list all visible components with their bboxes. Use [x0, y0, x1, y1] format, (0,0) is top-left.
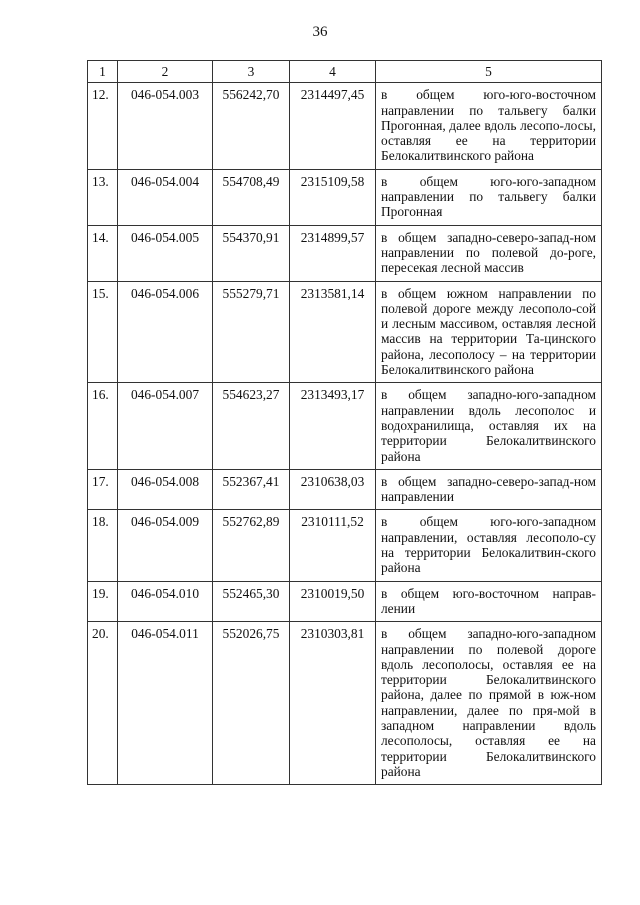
- route-description: в общем юго-юго-западном направлении, оставляя лесополо-су на территории Белокалитвин-ского района: [376, 510, 602, 581]
- route-description: в общем юго-восточном направ-лении: [376, 581, 602, 622]
- table-row: [88, 83, 602, 169]
- y-coordinate: 2310303,81: [290, 622, 376, 785]
- route-description: в общем западно-юго-западном направлении по полевой дороге вдоль лесополосы, оставляя ее на территории Белокалитвинского района, далее по прямой в юж-ном направлении, далее по пря-мой в западном направлении вдоль лесополосы, оставляя ее на территории Белокалитвинского района: [376, 622, 602, 785]
- row-number: 13.: [88, 169, 118, 225]
- table-row: [88, 169, 602, 225]
- point-code: 046-054.006: [118, 281, 213, 383]
- row-number: 16.: [88, 383, 118, 469]
- route-description: в общем южном направлении по полевой дороге между лесополо-сой и лесным массивом, оставляя лесной массив на территории Та-цинского района, лесополосу – на территории Белокалитвинского района: [376, 281, 602, 383]
- row-number: 12.: [88, 83, 118, 169]
- x-coordinate: 552762,89: [213, 510, 290, 581]
- page-number: 36: [312, 24, 328, 40]
- y-coordinate: 2314497,45: [290, 83, 376, 169]
- y-coordinate: 2310019,50: [290, 581, 376, 622]
- x-coordinate: 554370,91: [213, 225, 290, 281]
- column-header: 1: [88, 61, 118, 83]
- table-row: [88, 510, 602, 581]
- table-header-row: [88, 61, 602, 83]
- y-coordinate: 2313581,14: [290, 281, 376, 383]
- y-coordinate: 2315109,58: [290, 169, 376, 225]
- y-coordinate: 2313493,17: [290, 383, 376, 469]
- point-code: 046-054.005: [118, 225, 213, 281]
- point-code: 046-054.008: [118, 469, 213, 510]
- table-row: [88, 225, 602, 281]
- column-header: 2: [118, 61, 213, 83]
- point-code: 046-054.010: [118, 581, 213, 622]
- table-body: [88, 83, 602, 785]
- x-coordinate: 556242,70: [213, 83, 290, 169]
- point-code: 046-054.011: [118, 622, 213, 785]
- row-number: 18.: [88, 510, 118, 581]
- point-code: 046-054.007: [118, 383, 213, 469]
- route-description: в общем юго-юго-восточном направлении по тальвегу балки Прогонная, далее вдоль лесопо-лосы, оставляя ее на территории Белокалитвинского района: [376, 83, 602, 169]
- column-header: 5: [376, 61, 602, 83]
- boundary-points-table: [87, 60, 602, 785]
- route-description: в общем западно-северо-запад-ном направлении по полевой до-роге, пересекая лесной массив: [376, 225, 602, 281]
- point-code: 046-054.009: [118, 510, 213, 581]
- row-number: 14.: [88, 225, 118, 281]
- row-number: 19.: [88, 581, 118, 622]
- table-row: [88, 622, 602, 785]
- y-coordinate: 2310638,03: [290, 469, 376, 510]
- y-coordinate: 2314899,57: [290, 225, 376, 281]
- x-coordinate: 552465,30: [213, 581, 290, 622]
- row-number: 20.: [88, 622, 118, 785]
- row-number: 15.: [88, 281, 118, 383]
- route-description: в общем юго-юго-западном направлении по тальвегу балки Прогонная: [376, 169, 602, 225]
- row-number: 17.: [88, 469, 118, 510]
- y-coordinate: 2310111,52: [290, 510, 376, 581]
- table-row: [88, 281, 602, 383]
- column-header: 4: [290, 61, 376, 83]
- column-header: 3: [213, 61, 290, 83]
- x-coordinate: 552367,41: [213, 469, 290, 510]
- point-code: 046-054.004: [118, 169, 213, 225]
- route-description: в общем западно-юго-западном направлении вдоль лесополос и водохранилища, оставляя их на территории Белокалитвинского района: [376, 383, 602, 469]
- route-description: в общем западно-северо-запад-ном направлении: [376, 469, 602, 510]
- x-coordinate: 554708,49: [213, 169, 290, 225]
- point-code: 046-054.003: [118, 83, 213, 169]
- x-coordinate: 555279,71: [213, 281, 290, 383]
- x-coordinate: 554623,27: [213, 383, 290, 469]
- table-row: [88, 581, 602, 622]
- table-row: [88, 469, 602, 510]
- x-coordinate: 552026,75: [213, 622, 290, 785]
- table-row: [88, 383, 602, 469]
